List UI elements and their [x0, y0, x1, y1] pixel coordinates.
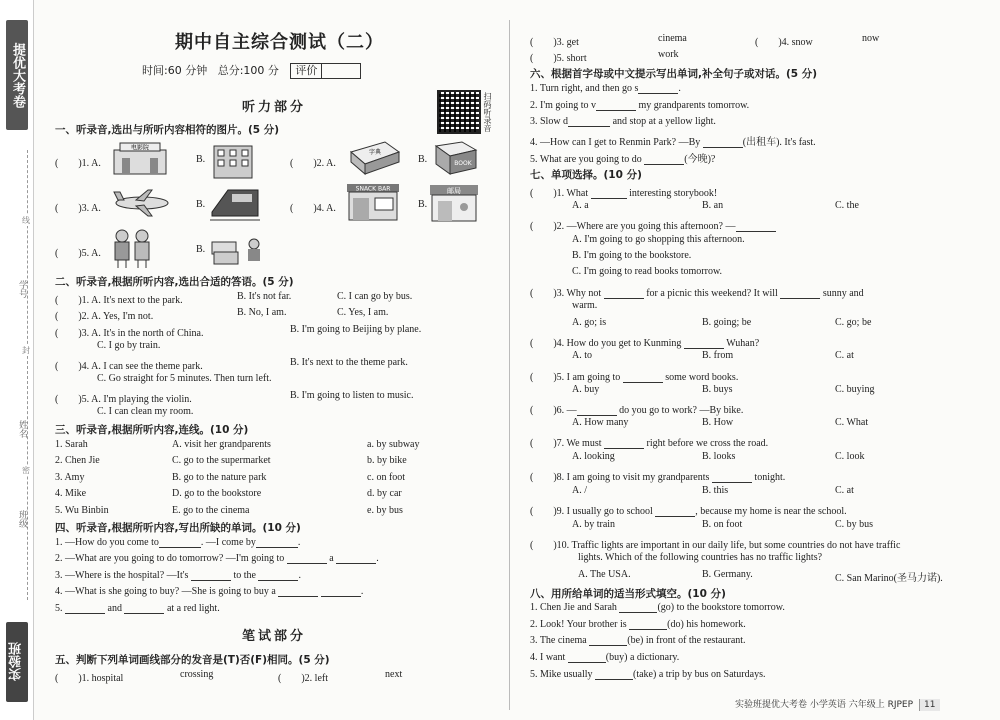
s7-q5-c: C. buying — [835, 384, 875, 395]
s1-q5-b: B. — [196, 244, 206, 255]
s7-q7-text: right before we cross the road. — [646, 438, 769, 449]
cinema-sign: 电影院 — [130, 144, 150, 152]
s7-q7-text: ( )7. We must — [530, 438, 602, 449]
answer-blank[interactable] — [712, 472, 752, 483]
post-office-picture — [428, 183, 480, 223]
s7-q1-c: C. the — [835, 200, 859, 211]
s2-q2-a: ( )2. A. Yes, I'm not. — [55, 311, 154, 322]
s2-q5-a: ( )5. A. I'm playing the violin. — [55, 394, 192, 405]
name-field: 姓名 — [17, 420, 27, 438]
s2-q1-a: ( )1. A. It's next to the park. — [55, 295, 183, 306]
s7-q5-text: ( )5. I am going to — [530, 372, 621, 383]
s4-q5-text: at a red light. — [166, 603, 220, 614]
s7-q1-text: ( )1. What — [530, 188, 589, 199]
post-office-sign: 邮局 — [447, 187, 461, 195]
listening-section-title: 听力部分 — [242, 100, 307, 115]
s3-name: 4. Mike — [55, 488, 87, 499]
s6-q1-text: 1. Turn right, and then go s — [530, 83, 639, 94]
s7-q8-text: tonight. — [754, 472, 786, 483]
s8-q1 — [530, 602, 785, 613]
s7-q1-a: A. a — [572, 200, 589, 211]
s3-way: c. on foot — [367, 472, 406, 483]
brand-bottom-label: 实验班 — [6, 622, 28, 702]
s7-q1-text: interesting storybook! — [629, 188, 718, 199]
qr-code-icon[interactable] — [437, 90, 481, 134]
s7-q3-c: C. go; be — [835, 317, 872, 328]
s6-q1 — [530, 83, 681, 94]
s7-q3-text: ( )3. Why not — [530, 288, 602, 299]
time-label: 时间:60 分钟 — [142, 64, 208, 77]
s4-q3-text: . — [298, 570, 301, 581]
cut-mark: 封 — [22, 346, 30, 355]
cut-mark: 线 — [22, 216, 30, 225]
s6-q2-text: 2. I'm going to v — [530, 100, 596, 111]
exam-meta — [142, 62, 361, 79]
s7-q10-b: B. Germany. — [702, 569, 753, 580]
s8-q1-text: (go) to the bookstore tomorrow. — [657, 602, 785, 613]
s7-q3 — [530, 284, 864, 299]
s1-q4: ( )4. A. — [290, 203, 336, 214]
s1-q4-b: B. — [418, 199, 428, 210]
s1-heading: 一、听录音,选出与所听内容相符的图片。(5 分) — [55, 124, 280, 136]
answer-blank[interactable] — [596, 100, 636, 111]
s7-heading: 七、单项选择。(10 分) — [530, 169, 642, 181]
answer-blank[interactable] — [258, 570, 298, 581]
s7-q9-text: ( )9. I usually go to school — [530, 506, 653, 517]
s2-q4-c: C. Go straight for 5 minutes. Then turn left. — [97, 373, 272, 384]
hospital-picture — [210, 140, 256, 180]
s7-q6-b: B. How — [702, 417, 734, 428]
boxes-picture — [208, 232, 266, 266]
book-label: BOOK — [454, 160, 472, 167]
s4-q2 — [55, 553, 379, 564]
s7-q7-b: B. looks — [702, 451, 736, 462]
s8-q3-text: 3. The cinema — [530, 635, 587, 646]
s5-q1-word2: crossing — [180, 669, 214, 680]
s4-heading: 四、听录音,根据所听内容,写出所缺的单词。(10 分) — [55, 522, 301, 534]
column-divider — [509, 20, 510, 710]
answer-blank[interactable] — [568, 116, 610, 127]
s5-q5-word1: ( )5. short — [530, 53, 587, 64]
answer-blank[interactable] — [568, 652, 606, 663]
s2-q5-c: C. I can clean my room. — [97, 406, 194, 417]
s4-q3-text: to the — [233, 570, 256, 581]
s8-q3 — [530, 635, 746, 646]
s4-q2-text: 2. —What are you going to do tomorrow? —I'm going to — [55, 553, 285, 564]
s7-q3-text: for a picnic this weekend? It will — [646, 288, 778, 299]
s8-q5 — [530, 669, 765, 680]
s1-q1: ( )1. A. — [55, 158, 101, 169]
s7-q10-a: A. The USA. — [578, 569, 631, 580]
s7-q9-c: C. by bus — [835, 519, 874, 530]
train-picture — [208, 182, 262, 224]
answer-blank[interactable] — [287, 553, 327, 564]
s7-q3-text: sunny and — [822, 288, 864, 299]
s5-q2-word1: ( )2. left — [278, 673, 328, 684]
answer-blank[interactable] — [159, 537, 201, 548]
s4-q5-text: 5. — [55, 603, 63, 614]
s7-q8-text: ( )8. I am going to visit my grandparents — [530, 472, 710, 483]
answer-blank[interactable] — [321, 586, 361, 597]
answer-blank[interactable] — [638, 83, 678, 94]
snack-bar-picture — [345, 182, 401, 222]
s7-q3-b: B. going; be — [702, 317, 752, 328]
s7-q6-a: A. How many — [572, 417, 629, 428]
s7-q7-c: C. look — [835, 451, 865, 462]
family-picture — [110, 228, 156, 270]
s8-q3-text: (be) in front of the restaurant. — [627, 635, 746, 646]
s8-q1-text: 1. Chen Jie and Sarah — [530, 602, 617, 613]
s8-q4-text: 4. I want — [530, 652, 566, 663]
answer-blank[interactable] — [595, 669, 633, 680]
s4-q1-text: . — [297, 537, 301, 548]
s4-q2-text: a — [329, 553, 334, 564]
s3-action: B. go to the nature park — [172, 472, 267, 483]
s5-q4-word2: now — [862, 33, 880, 44]
answer-blank[interactable] — [684, 338, 724, 349]
s6-q1-text: . — [678, 83, 681, 94]
answer-blank[interactable] — [736, 221, 776, 232]
s7-q8 — [530, 468, 785, 483]
book-picture — [432, 138, 480, 178]
s5-q5-word2: work — [658, 49, 679, 60]
s6-q5-text: 5. What are you going to do — [530, 154, 642, 165]
s4-q4-text: 4. —What is she going to buy? —She is going to buy a — [55, 586, 276, 597]
s5-q1-word1: ( )1. hospital — [55, 673, 124, 684]
s7-q4-b: B. from — [702, 350, 734, 361]
s7-q7 — [530, 434, 768, 449]
s6-heading: 六、根据首字母或中文提示写出单词,补全句子或对话。(5 分) — [530, 68, 818, 80]
s7-q9-a: A. by train — [572, 519, 616, 530]
s7-q8-a: A. / — [572, 485, 587, 496]
answer-blank[interactable] — [604, 438, 644, 449]
s4-q4 — [55, 586, 363, 597]
s7-q9-b: B. on foot — [702, 519, 743, 530]
s1-q5: ( )5. A. — [55, 248, 101, 259]
answer-blank[interactable] — [256, 537, 298, 548]
s6-q5-text: (今晚)? — [684, 154, 716, 165]
s4-q5-text: and — [107, 603, 122, 614]
s6-q3-text: and stop at a yellow light. — [612, 116, 716, 127]
answer-blank[interactable] — [629, 619, 667, 630]
s3-heading: 三、听录音,根据所听内容,连线。(10 分) — [55, 424, 249, 436]
s7-q2-a: A. I'm going to go shopping this afternoon. — [572, 234, 745, 245]
cut-mark: 密 — [22, 466, 30, 475]
s4-q3-text: 3. —Where is the hospital? —It's — [55, 570, 189, 581]
s8-heading: 八、用所给单词的适当形式填空。(10 分) — [530, 588, 726, 600]
s8-q4 — [530, 652, 679, 663]
s7-q2-b: B. I'm going to the bookstore. — [572, 250, 692, 261]
s3-name: 1. Sarah — [55, 439, 88, 450]
s1-q2-b: B. — [418, 154, 428, 165]
s7-q1-b: B. an — [702, 200, 724, 211]
s3-name: 2. Chen Jie — [55, 455, 100, 466]
s7-q6-c: C. What — [835, 417, 869, 428]
s7-q10-cont: lights. Which of the following countries has no traffic lights? — [578, 552, 823, 563]
s8-q4-text: (buy) a dictionary. — [605, 652, 680, 663]
s3-action: C. go to the supermarket — [172, 455, 271, 466]
answer-blank[interactable] — [191, 570, 231, 581]
s2-q4-a: ( )4. A. I can see the theme park. — [55, 361, 203, 372]
s6-q5 — [530, 150, 715, 165]
s7-q4-text: ( )4. How do you get to Kunming — [530, 338, 682, 349]
s7-q5-b: B. buys — [702, 384, 733, 395]
s2-heading: 二、听录音,根据所听内容,选出合适的答语。(5 分) — [55, 276, 294, 288]
s4-q4-text: . — [360, 586, 364, 597]
score-label: 评价 — [291, 64, 322, 78]
answer-blank[interactable] — [577, 405, 617, 416]
s8-q5-text: (take) a trip by bus on Saturdays. — [633, 669, 766, 680]
answer-blank[interactable] — [591, 188, 627, 199]
total-label: 总分:100 分 — [217, 64, 279, 77]
s6-q4-text: 4. —How can I get to Renmin Park? —By — [530, 137, 701, 148]
s7-q6 — [530, 401, 743, 416]
cinema-picture — [110, 142, 170, 176]
answer-blank[interactable] — [604, 288, 644, 299]
plane-picture — [110, 188, 172, 218]
s2-q3-a: ( )3. A. It's in the north of China. — [55, 328, 204, 339]
s7-q4 — [530, 334, 759, 349]
s3-way: a. by subway — [367, 439, 420, 450]
s6-q3 — [530, 116, 716, 127]
s7-q4-c: C. at — [835, 350, 854, 361]
s3-way: e. by bus — [367, 505, 403, 516]
binding-spine — [0, 0, 34, 720]
answer-blank[interactable] — [644, 154, 684, 165]
answer-blank[interactable] — [619, 602, 657, 613]
s5-heading: 五、判断下列单词画线部分的发音是(T)否(F)相同。(5 分) — [55, 654, 330, 666]
s7-q2 — [530, 217, 776, 232]
s3-action: D. go to the bookstore — [172, 488, 262, 499]
s2-q5-b: B. I'm going to listen to music. — [290, 390, 414, 401]
s1-q3: ( )3. A. — [55, 203, 101, 214]
snack-bar-sign: SNACK BAR — [355, 185, 391, 193]
page-footer — [735, 697, 940, 711]
s7-q5-text: some word books. — [665, 372, 739, 383]
s5-q4-word1: ( )4. snow — [755, 37, 813, 48]
answer-blank[interactable] — [703, 137, 743, 148]
s7-q10: ( )10. Traffic lights are important in our daily life, but some countries do not have traffic — [530, 540, 901, 551]
s3-action: A. visit her grandparents — [172, 439, 271, 450]
s7-q9 — [530, 502, 847, 517]
s4-q1 — [55, 537, 300, 548]
s7-q6-text: ( )6. — — [530, 405, 577, 416]
student-id-field: 学号 — [17, 280, 27, 298]
s7-q10-c: C. San Marino(圣马力诺). — [835, 573, 943, 584]
dictionary-label: 字典 — [368, 149, 382, 156]
s8-q2-text: 2. Look! Your brother is — [530, 619, 627, 630]
s4-q1-text: . —I come by — [200, 537, 256, 548]
s7-q8-c: C. at — [835, 485, 854, 496]
answer-blank[interactable] — [655, 506, 695, 517]
s2-q3-c: C. I go by train. — [97, 340, 161, 351]
s8-q5-text: 5. Mike usually — [530, 669, 593, 680]
s3-action: E. go to the cinema — [172, 505, 250, 516]
s1-q2: ( )2. A. — [290, 158, 336, 169]
footer-text: 实验班提优大考卷 小学英语 六年级上 RJPEP — [735, 700, 914, 710]
class-field: 班级 — [17, 510, 27, 528]
s3-way: d. by car — [367, 488, 402, 499]
score-box — [290, 63, 361, 79]
s7-q3-cont: warm. — [572, 300, 598, 311]
s8-q2 — [530, 619, 746, 630]
s2-q1-c: C. I can go by bus. — [337, 291, 413, 302]
s7-q2-text: ( )2. —Where are you going this afternoon? — — [530, 221, 736, 232]
s7-q8-b: B. this — [702, 485, 729, 496]
s2-q3-b: B. I'm going to Beijing by plane. — [290, 324, 422, 335]
s6-q4 — [530, 133, 816, 148]
s3-name: 5. Wu Binbin — [55, 505, 109, 516]
s7-q6-text: do you go to work? —By bike. — [619, 405, 744, 416]
s6-q4-text: (出租车). It's fast. — [742, 137, 816, 148]
s5-q3-word1: ( )3. get — [530, 37, 579, 48]
s1-q3-b: B. — [196, 199, 206, 210]
s6-q2-text: my grandparents tomorrow. — [638, 100, 750, 111]
answer-blank[interactable] — [336, 553, 376, 564]
answer-blank[interactable] — [278, 586, 318, 597]
answer-blank[interactable] — [124, 603, 164, 614]
s2-q2-c: C. Yes, I am. — [337, 307, 389, 318]
s6-q3-text: 3. Slow d — [530, 116, 569, 127]
s4-q1-text: 1. —How do you come to — [55, 537, 159, 548]
s8-q2-text: (do) his homework. — [667, 619, 746, 630]
s2-q4-b: B. It's next to the theme park. — [290, 357, 408, 368]
s3-way: b. by bike — [367, 455, 407, 466]
answer-blank[interactable] — [623, 372, 663, 383]
writing-section-title: 笔试部分 — [242, 629, 307, 644]
s7-q1 — [530, 184, 717, 199]
s4-q2-text: . — [376, 553, 379, 564]
s7-q5 — [530, 368, 738, 383]
s4-q5 — [55, 603, 220, 614]
answer-blank[interactable] — [780, 288, 820, 299]
s7-q4-a: A. to — [572, 350, 592, 361]
s5-q2-word2: next — [385, 669, 403, 680]
s3-name: 3. Amy — [55, 472, 85, 483]
s4-q3 — [55, 570, 301, 581]
s7-q3-a: A. go; is — [572, 317, 607, 328]
s7-q5-a: A. buy — [572, 384, 600, 395]
page-number: 11 — [919, 699, 939, 711]
s7-q7-a: A. looking — [572, 451, 615, 462]
s1-q1-b: B. — [196, 154, 206, 165]
answer-blank[interactable] — [589, 635, 627, 646]
s7-q2-c: C. I'm going to read books tomorrow. — [572, 266, 723, 277]
s7-q9-text: , because my home is near the school. — [695, 506, 847, 517]
s7-q4-text: Wuhan? — [726, 338, 760, 349]
qr-label: 扫码听录音 — [483, 92, 492, 132]
s6-q2 — [530, 100, 749, 111]
answer-blank[interactable] — [65, 603, 105, 614]
s5-q3-word2: cinema — [658, 33, 687, 44]
brand-label: 提优大考卷 — [6, 20, 28, 130]
s2-q1-b: B. It's not far. — [237, 291, 292, 302]
s2-q2-b: B. No, I am. — [237, 307, 287, 318]
dictionary-picture — [345, 138, 403, 178]
page-title: 期中自主综合测试（二） — [175, 32, 384, 53]
